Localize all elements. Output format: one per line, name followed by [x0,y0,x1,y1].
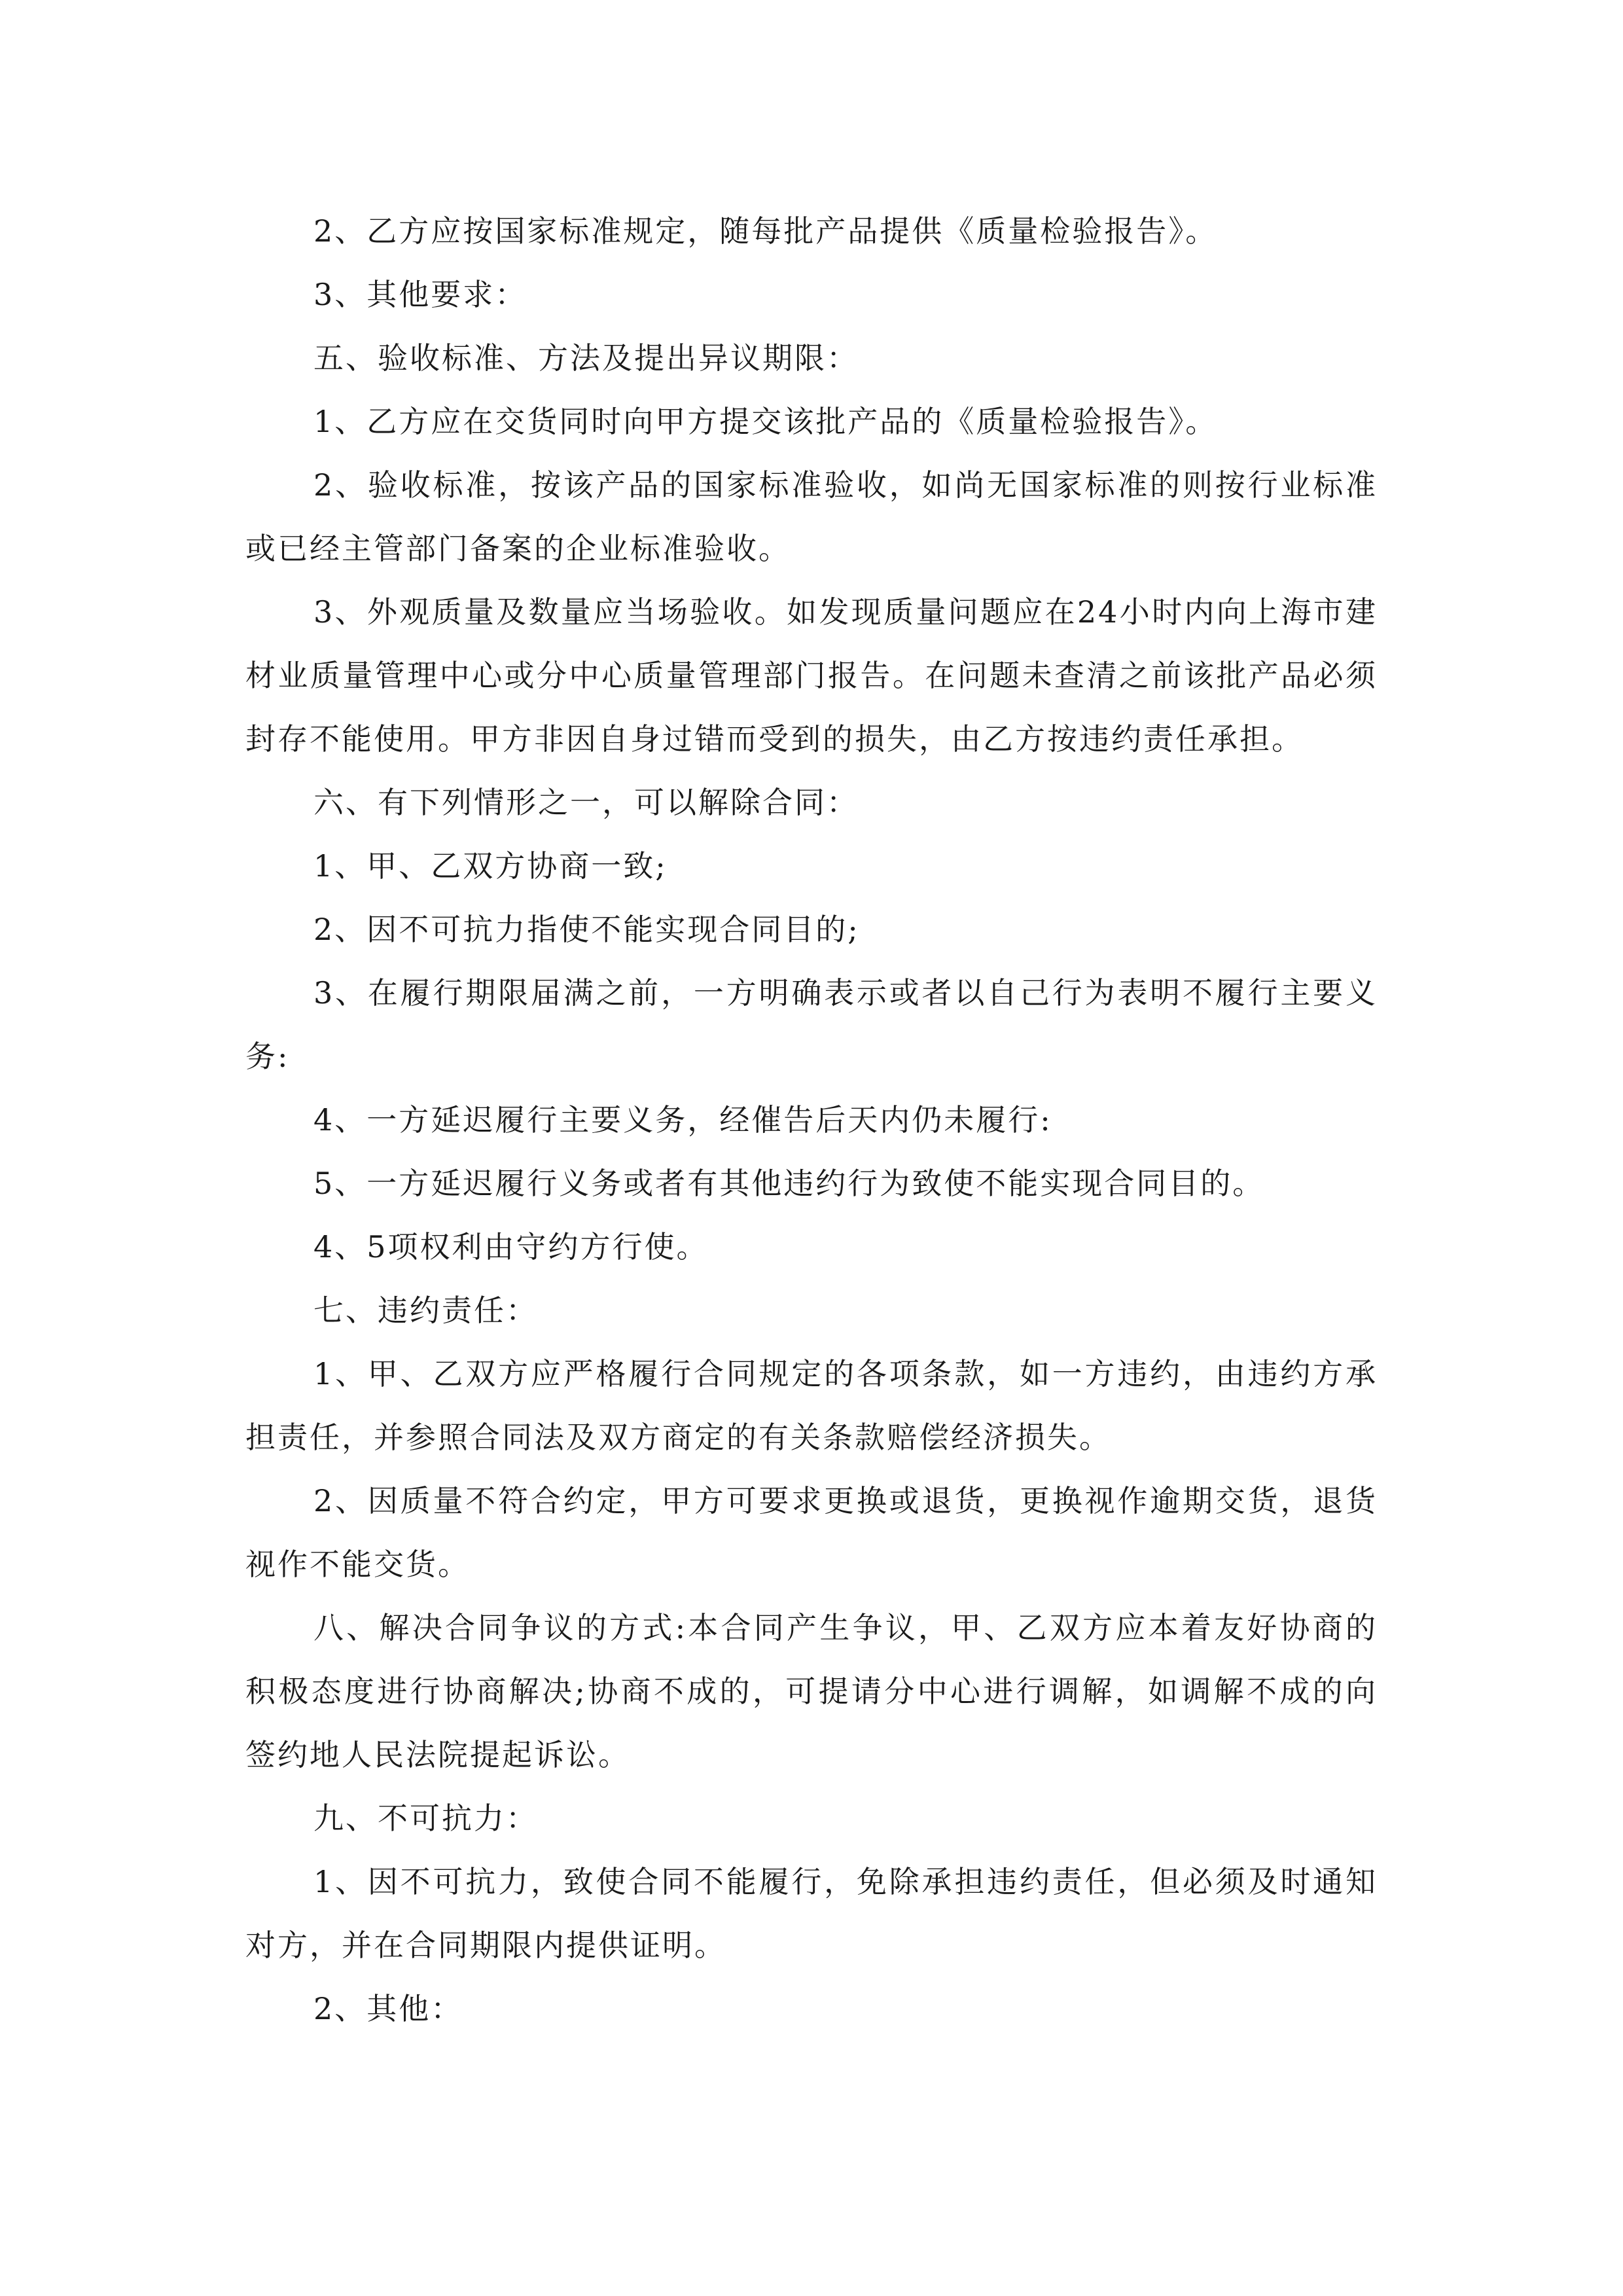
paragraph-termination-rights: 4、5项权利由守约方行使。 [313,1229,709,1265]
paragraph-quality-report: 2、乙方应按国家标准规定，随每批产品提供《质量检验报告》。 [313,213,1218,249]
paragraph-termination-2: 2、因不可抗力指使不能实现合同目的; [313,912,860,947]
paragraph-force-majeure-2: 2、其他： [313,1991,463,2026]
paragraph-termination-1: 1、甲、乙双方协商一致; [313,848,668,884]
paragraph-acceptance-1: 1、乙方应在交货同时向甲方提交该批产品的《质量检验报告》。 [313,404,1218,439]
section-heading-force-majeure: 九、不可抗力： [313,1801,538,1836]
section-heading-termination: 六、有下列情形之一，可以解除合同： [313,785,859,820]
paragraph-termination-5: 5、一方延迟履行义务或者有其他违约行为致使不能实现合同目的。 [313,1166,1265,1201]
paragraph-liability-2: 2、因质量不符合约定，甲方可要求更换或退货，更换视作逾期交货，退货视作不能交货。 [245,1483,1378,1582]
paragraph-termination-3: 3、在履行期限届满之前，一方明确表示或者以自己行为表明不履行主要义务: [245,975,1378,1074]
paragraph-termination-4: 4、一方延迟履行主要义务，经催告后天内仍未履行: [313,1102,1052,1138]
paragraph-force-majeure-1: 1、因不可抗力，致使合同不能履行，免除承担违约责任，但必须及时通知对方，并在合同期限内提供证明。 [245,1864,1378,1963]
document-body [245,200,1378,2041]
section-dispute-resolution: 八、解决合同争议的方式:本合同产生争议，甲、乙双方应本着友好协商的积极态度进行协商解决;协商不成的，可提请分中心进行调解，如调解不成的向签约地人民法院提起诉讼。 [245,1610,1378,1772]
paragraph-other-requirements: 3、其他要求： [313,277,527,312]
section-heading-acceptance: 五、验收标准、方法及提出异议期限： [313,340,859,376]
section-heading-liability: 七、违约责任： [313,1293,538,1328]
paragraph-acceptance-2: 2、验收标准，按该产品的国家标准验收，如尚无国家标准的则按行业标准或已经主管部门备案的企业标准验收。 [245,467,1378,566]
paragraph-liability-1: 1、甲、乙双方应严格履行合同规定的各项条款，如一方违约，由违约方承担责任，并参照合同法及双方商定的有关条款赔偿经济损失。 [245,1356,1378,1455]
paragraph-acceptance-3: 3、外观质量及数量应当场验收。如发现质量问题应在24小时内向上海市建材业质量管理中心或分中心质量管理部门报告。在问题未查清之前该批产品必须封存不能使用。甲方非因自身过错而受到的损失，由乙方按违约责任承担。 [245,594,1378,757]
